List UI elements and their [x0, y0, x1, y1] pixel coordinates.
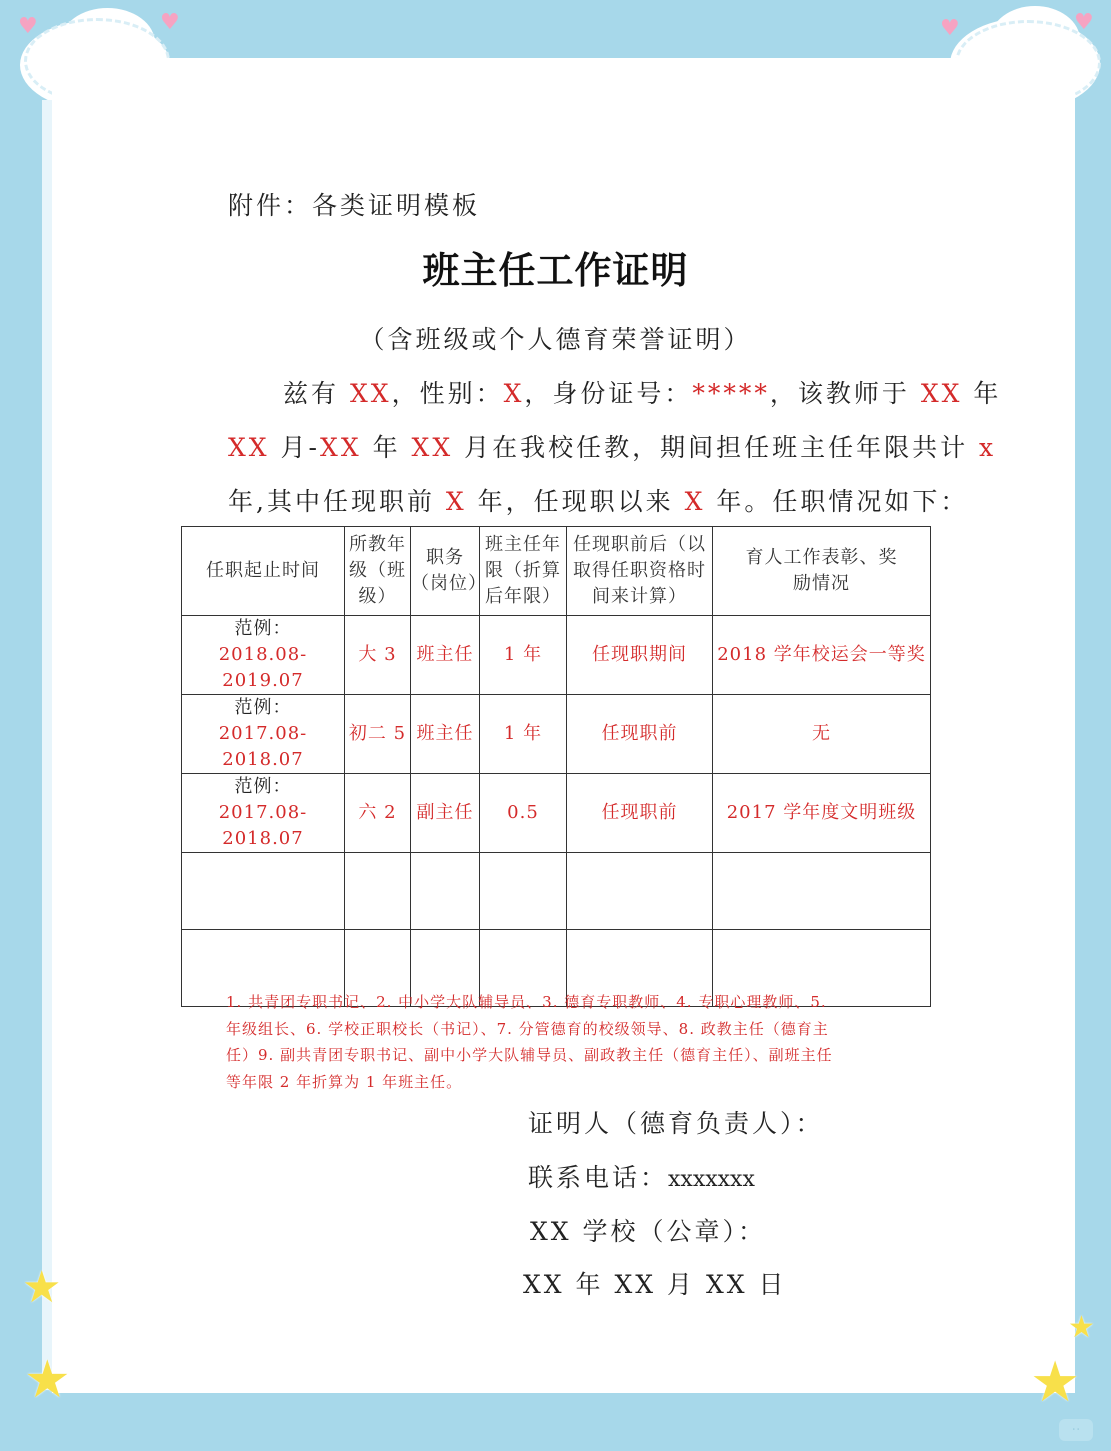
example-label: 范例： [234, 618, 292, 639]
cell-awards: 2018 学年校运会一等奖 [713, 616, 931, 695]
years-since-placeholder: X [684, 487, 706, 516]
text-segment: ，身份证号： [524, 379, 693, 408]
table-row [182, 616, 931, 695]
phone-value: xxxxxxx [668, 1167, 755, 1192]
empty-cell[interactable] [713, 853, 931, 930]
cell-grade: 大 3 [345, 616, 411, 695]
attachment-label: 附件：各类证明模板 [228, 191, 481, 220]
total-years-placeholder: x [979, 433, 997, 462]
example-label: 范例： [234, 697, 292, 718]
text-segment: 月- [269, 433, 321, 462]
empty-cell[interactable] [567, 853, 713, 930]
cell-period [182, 616, 345, 695]
cell-before-after: 任现职前 [567, 695, 713, 774]
cell-period [182, 695, 345, 774]
end-year-placeholder: XX [320, 433, 362, 462]
header-years: 班主任年限（折算后年限） [480, 527, 567, 616]
empty-cell[interactable] [411, 853, 480, 930]
cell-years: 0.5 [480, 774, 567, 853]
cell-years: 1 年 [480, 695, 567, 774]
cell-grade: 六 2 [345, 774, 411, 853]
text-segment: ，性别： [391, 379, 504, 408]
text-segment: 月在我校任教，期间担任班主任年限共计 [453, 433, 980, 462]
cell-awards: 无 [713, 695, 931, 774]
heart-icon: ♥ [940, 16, 960, 41]
text-segment: 年。任职情况如下： [705, 487, 969, 516]
date-line: XX 年 XX 月 XX 日 [523, 1270, 787, 1299]
document-subtitle: （含班级或个人德育荣誉证明） [359, 325, 752, 354]
period-value: 2018.08-2019.07 [218, 644, 308, 691]
star-icon: ★ [22, 1262, 62, 1313]
end-month-placeholder: XX [411, 433, 454, 462]
table-row [182, 774, 931, 853]
text-segment: 年,其中任现职前 [228, 487, 446, 516]
body-line-1 [283, 374, 1001, 410]
header-before-after: 任现职前后（以取得任职资格时间来计算） [567, 527, 713, 616]
cell-before-after: 任现职期间 [567, 616, 713, 695]
document-title: 班主任工作证明 [422, 249, 689, 292]
text-segment: 年，任现职以来 [466, 487, 685, 516]
start-month-placeholder: XX [228, 433, 270, 462]
gender-placeholder: X [503, 379, 525, 408]
table-header-row [182, 527, 931, 616]
years-before-placeholder: X [445, 487, 467, 516]
text-segment: 年 [361, 433, 412, 462]
footnote: 1. 共青团专职书记、2. 中小学大队辅导员、3. 德育专职教师、4. 专职心理教师、5. 年级组长、6. 学校正职校长（书记）、7. 分管德育的校级领导、8. 政教主任（德育主任）9. 副共青团专职书记、副中小学大队辅导员、副政教主任（德育主任）、副班主任等年限 2 年折算为 1 年班主任。 [226, 993, 833, 1091]
empty-cell[interactable] [480, 853, 567, 930]
text-segment: ，该教师于 [769, 379, 921, 408]
school-seal-label: XX 学校（公章）： [530, 1217, 767, 1246]
heart-icon: ♥ [18, 14, 38, 39]
empty-cell[interactable] [345, 853, 411, 930]
cell-grade: 初二 5 [345, 695, 411, 774]
start-year-placeholder: XX [920, 379, 963, 408]
cell-role: 副主任 [411, 774, 480, 853]
watermark-badge: ·· [1059, 1419, 1093, 1441]
star-icon: ★ [24, 1350, 71, 1410]
cell-before-after: 任现职前 [567, 774, 713, 853]
cell-role: 班主任 [411, 695, 480, 774]
header-role: 职务（岗位） [411, 527, 480, 616]
id-number-placeholder: ***** [692, 379, 770, 408]
star-icon: ★ [1030, 1350, 1081, 1415]
example-label: 范例： [234, 776, 292, 797]
body-line-2 [228, 428, 996, 464]
star-icon: ★ [1068, 1310, 1095, 1345]
table-row [182, 695, 931, 774]
body-line-3 [228, 482, 968, 518]
heart-icon: ♥ [160, 10, 180, 35]
table-row-empty [182, 853, 931, 930]
teacher-name-placeholder: XX [349, 379, 392, 408]
cell-awards: 2017 学年度文明班级 [713, 774, 931, 853]
service-record-table [181, 526, 931, 1007]
cell-role: 班主任 [411, 616, 480, 695]
text-segment: 兹有 [283, 379, 350, 408]
header-period: 任职起止时间 [182, 527, 345, 616]
header-awards: 育人工作表彰、奖励情况 [713, 527, 931, 616]
phone-label: 联系电话： [528, 1163, 669, 1192]
heart-icon: ♥ [1074, 10, 1094, 35]
phone-line [528, 1158, 755, 1194]
header-grade: 所教年级（班级） [345, 527, 411, 616]
certifier-label: 证明人（德育负责人）： [528, 1109, 824, 1138]
period-value: 2017.08-2018.07 [218, 802, 308, 849]
period-value: 2017.08-2018.07 [218, 723, 308, 770]
text-segment: 年 [962, 379, 1002, 408]
cell-years: 1 年 [480, 616, 567, 695]
empty-cell[interactable] [182, 853, 345, 930]
cell-period [182, 774, 345, 853]
